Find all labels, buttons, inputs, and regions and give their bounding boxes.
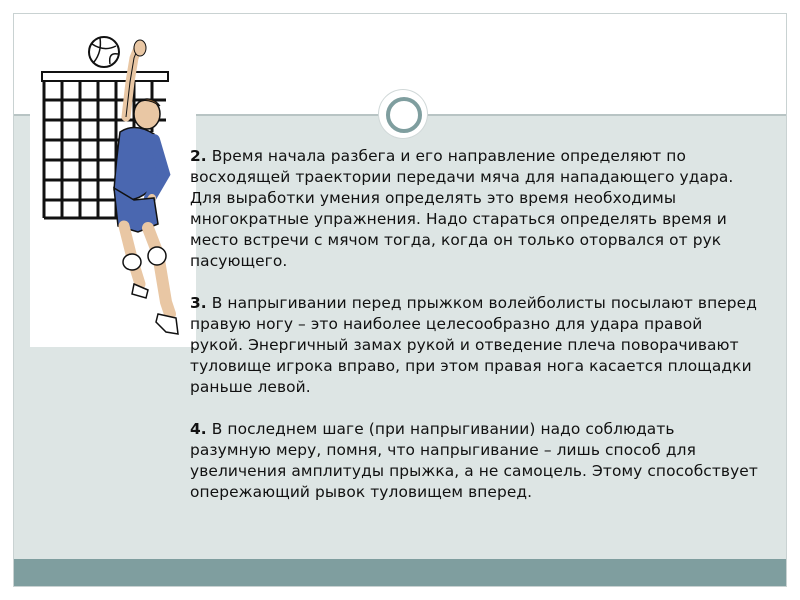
footer-bar bbox=[14, 559, 786, 586]
volleyball-player-icon bbox=[30, 22, 196, 347]
volleyball-spike-illustration bbox=[30, 22, 196, 347]
paragraph-text: В последнем шаге (при напрыгивании) надо соблюдать разумную меру, помня, что напрыгивание – лишь способ для увеличения амплитуды прыжка, а не самоцель. Этому способствует опережающий рывок туловищем вперед. bbox=[190, 420, 758, 501]
paragraph-number: 3. bbox=[190, 294, 207, 312]
paragraph-number: 2. bbox=[190, 147, 207, 165]
circle-ornament-ring bbox=[386, 97, 422, 133]
paragraph-4 bbox=[190, 419, 760, 503]
paragraph-text: Время начала разбега и его направление определяют по восходящей траектории передачи мяча для нападающего удара. Для выработки умения определять это время необходимы многократные упражнения. Надо стараться определять время и место встречи с мячом тогда, когда он только оторвался от рук пасующего. bbox=[190, 147, 734, 270]
paragraph-3 bbox=[190, 293, 760, 398]
paragraph-2 bbox=[190, 146, 760, 272]
paragraph-number: 4. bbox=[190, 420, 207, 438]
main-text bbox=[190, 146, 760, 524]
paragraph-text: В напрыгивании перед прыжком волейболисты посылают вперед правую ногу – это наиболее целесообразно для удара правой рукой. Энергичный замах рукой и отведение плеча поворачивают туловище игрока вправо, при этом правая нога касается площадки раньше левой. bbox=[190, 294, 757, 396]
slide bbox=[14, 14, 786, 586]
